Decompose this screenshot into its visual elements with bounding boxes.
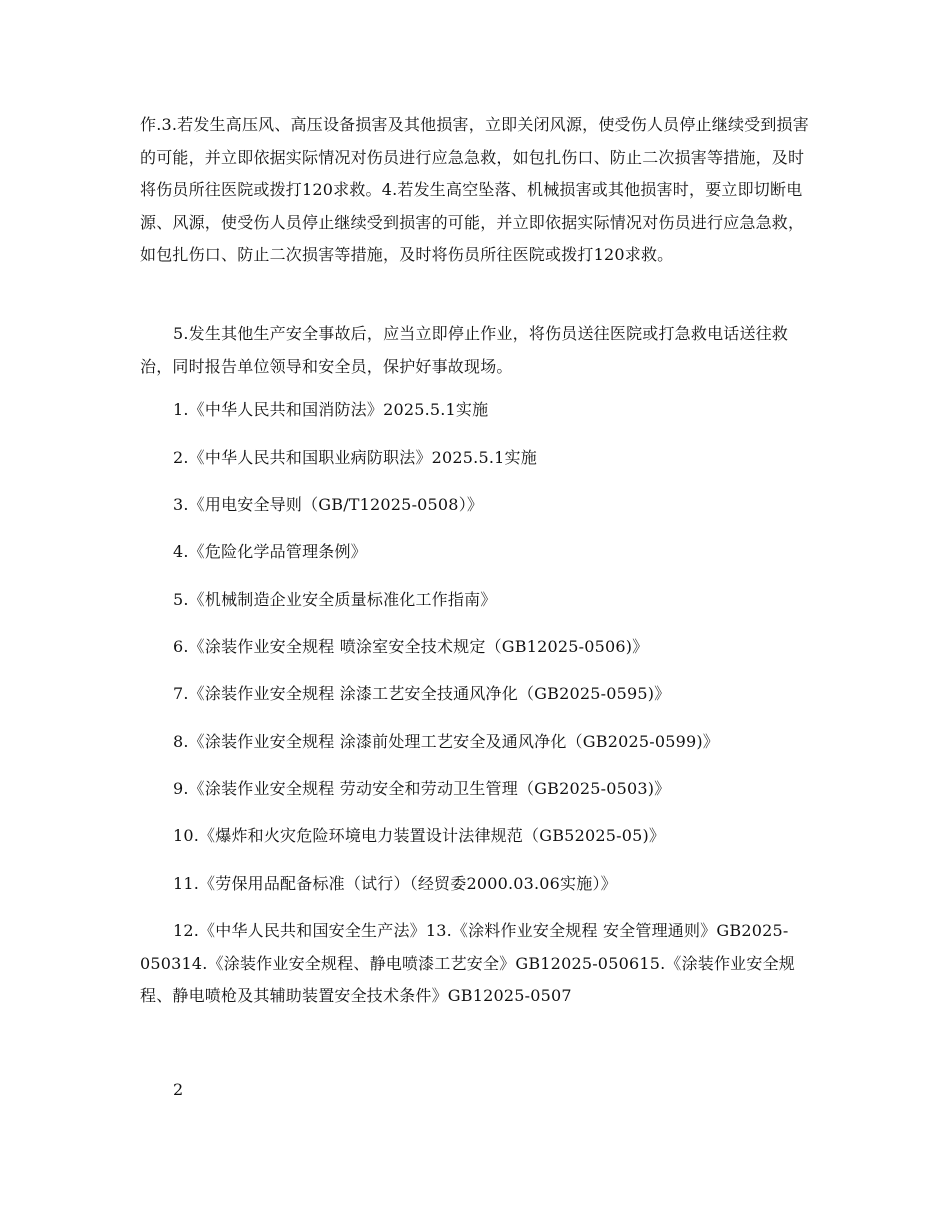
reference-item-2: 2.《中华人民共和国职业病防职法》2025.5.1实施	[173, 448, 537, 467]
reference-item-4: 4.《危险化学品管理条例》	[173, 542, 367, 561]
reference-closing-paragraph: 12.《中华人民共和国安全生产法》13.《涂料作业安全规程 安全管理通则》GB2025-050314.《涂装作业安全规程、静电喷漆工艺安全》GB12025-050615.《涂装作业安全规程、静电喷枪及其辅助装置安全技术条件》GB12025-0507	[140, 921, 795, 1005]
reference-item-3: 3.《用电安全导则（GB/T12025-0508）》	[173, 495, 484, 514]
page-number: 2	[173, 1080, 184, 1099]
reference-item-6: 6.《涂装作业安全规程 喷涂室安全技术规定（GB12025-0506)》	[173, 637, 649, 656]
emergency-steps-paragraph: 作.3.若发生高压风、高压设备损害及其他损害，立即关闭风源，使受伤人员停止继续受到损害的可能，并立即依据实际情况对伤员进行应急急救，如包扎伤口、防止二次损害等措施，及时将伤员所往医院或拨打120求救。4.若发生高空坠落、机械损害或其他损害时，要立即切断电源、风源，使受伤人员停止继续受到损害的可能，并立即依据实际情况对伤员进行应急急救，如包扎伤口、防止二次损害等措施，及时将伤员所往医院或拨打120求救。	[140, 115, 809, 264]
other-accident-paragraph: 5.发生其他生产安全事故后，应当立即停止作业，将伤员送往医院或打急救电话送往救治，同时报告单位领导和安全员，保护好事故现场。	[140, 324, 789, 376]
reference-item-10: 10.《爆炸和火灾危险环境电力装置设计法律规范（GB52025-05)》	[173, 826, 666, 845]
reference-item-8: 8.《涂装作业安全规程 涂漆前处理工艺安全及通风净化（GB2025-0599)》	[173, 732, 719, 751]
reference-item-5: 5.《机械制造企业安全质量标准化工作指南》	[173, 590, 497, 609]
reference-item-9: 9.《涂装作业安全规程 劳动安全和劳动卫生管理（GB2025-0503)》	[173, 779, 671, 798]
reference-item-11: 11.《劳保用品配备标准（试行）（经贸委2000.03.06实施）》	[173, 874, 617, 893]
reference-item-1: 1.《中华人民共和国消防法》2025.5.1实施	[173, 400, 489, 419]
reference-item-7: 7.《涂装作业安全规程 涂漆工艺安全技通风净化（GB2025-0595)》	[173, 684, 671, 703]
